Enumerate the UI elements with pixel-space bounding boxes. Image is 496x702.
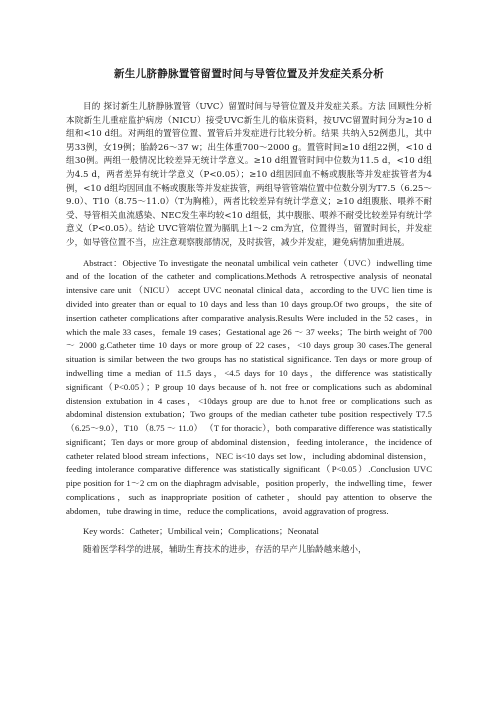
keywords: Key words：Catheter；Umbilical vein；Complications；Neonatal	[83, 525, 319, 536]
body-paragraph: 随着医学科学的进展，辅助生育技术的进步，存活的早产儿胎龄越来越小，	[83, 545, 367, 556]
abstract-english: Abstract：Objective To investigate the neonatal umbilical vein catheter（UVC）indwelling time and of the location of the catheter and complications.Methods A retrospective analysis of neonatal intensive care unit （NICU） accept UVC neonatal clinical data，according to the UVC lien time is divided into greater than or equal to 10 days and less than 10 days group.Of two groups，the site of insertion catheter complications after comparative analysis.Results Were included in the 52 cases，in which the male 33 cases，female 19 cases；Gestational age 26 ～ 37 weeks；The birth weight of 700 ～ 2000 g.Catheter time 10 days or more group of 22 cases，<10 days group 30 cases.The general situation is similar between the two groups has no statistical significance. Ten days or more group of indwelling time a median of 11.5 days，<4.5 days for 10 days，the difference was statistically significant（P<0.05）；P group 10 days because of h. not free or complications such as abdominal distension extubation in 4 cases，<10days group are due to h.not free or complications such as abdominal distension extubation；Two groups of the median catheter tube position respectively T7.5（6.25～9.0），T10 （8.75 ～ 11.0） （T for thoracic），both comparative difference was statistically significant；Ten days or more group of abdominal distension，feeding intolerance，the incidence of catheter related blood stream infections，NEC is<10 days set low，including abdominal distension，feeding intolerance comparative difference was statistically significant（P<0.05）.Conclusion UVC pipe position for 1～2 cm on the diaphragm advisable，position properly，the indwelling time，fewer complications，such as inappropriate position of catheter，should pay attention to observe the abdomen，tube drawing in time，reduce the complications，avoid aggravation of progress.	[66, 257, 432, 516]
paper-title: 新生儿脐静脉置管留置时间与导管位置及并发症关系分析	[114, 68, 384, 80]
abstract-chinese: 目的 探讨新生儿脐静脉置管（UVC）留置时间与导管位置及并发症关系。方法 回顾性分析本院新生儿重症监护病房（NICU）接受UVC新生儿的临床资料，按UVC留置时间分为≥10 d组和<10 d组。对两组的置管位置、置管后并发症进行比较分析。结果 共纳入52例患儿，其中男33例，女19例；胎龄26～37 w；出生体重700～2000 g。置管时间≥10 d组22例，<10 d组30例。两组一般情况比较差异无统计学意义。≥10 d组置管时间中位数为11.5 d，<10 d组为4.5 d，两者差异有统计学意义（P<0.05）；≥10 d组因回血不畅或腹胀等并发症拔管者为4例，<10 d组均因回血不畅或腹胀等并发症拔管，两组导管管端位置中位数分别为T7.5（6.25～9.0）、T10（8.75～11.0）（T为胸椎），两者比较差异有统计学意义；≥10 d组腹胀、喂养不耐受、导管相关血流感染、NEC发生率均较<10 d组低，其中腹胀、喂养不耐受比较差异有统计学意义（P<0.05）。结论 UVC管端位置为膈肌上1～2 cm为宜，位置得当，留置时间长，并发症少，如导管位置不当，应注意观察腹部情况，及时拔管，减少并发症，避免病情加重进展。	[66, 102, 432, 248]
